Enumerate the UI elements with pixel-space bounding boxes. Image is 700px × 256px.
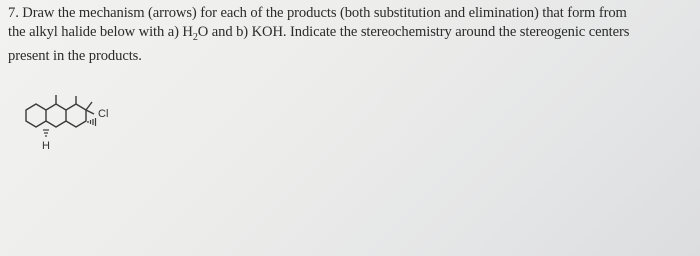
skeletal-formula-drawing xyxy=(22,92,132,162)
chlorine-label: Cl xyxy=(98,108,109,120)
question-line-3: present in the products. xyxy=(8,47,142,64)
water-subscript: 2 xyxy=(192,31,198,43)
hashed-h-bond xyxy=(43,130,49,136)
ch-bond xyxy=(86,110,94,114)
question-line-1: 7. Draw the mechanism (arrows) for each of the products (both substitution and elimination) that form from xyxy=(8,5,627,21)
question-line-2-start: the alkyl halide below with a) H xyxy=(8,24,193,40)
hashed-wedge-bond xyxy=(88,118,96,126)
question-text xyxy=(8,4,694,66)
hydrogen-label: H xyxy=(42,140,50,152)
alkyl-halide-structure xyxy=(22,92,132,162)
question-line-2 xyxy=(8,23,694,47)
left-ring xyxy=(26,104,66,127)
question-line-2-end: O and b) KOH. Indicate the stereochemistry around the stereogenic centers xyxy=(197,24,630,40)
